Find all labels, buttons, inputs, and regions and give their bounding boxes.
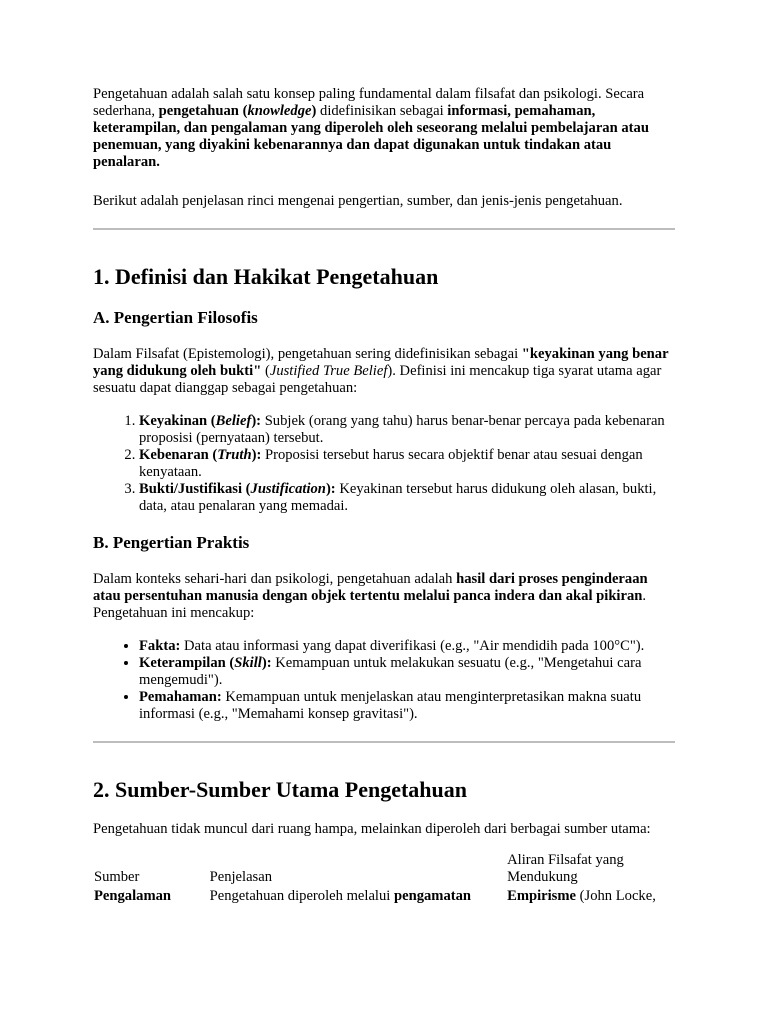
table-cell — [505, 888, 676, 905]
document-page — [93, 86, 675, 905]
bullet-item-text: Kemampuan untuk menjelaskan atau menginterpretasikan makna suatu informasi (e.g., "Memahami konsep gravitasi"). — [139, 689, 642, 722]
list-item — [139, 481, 675, 515]
bullet-item-text: Data atau informasi yang dapat diverifikasi (e.g., "Air mendidih pada 100°C"). — [180, 638, 645, 654]
table-header-cell: Sumber — [94, 869, 140, 885]
intro-bold-term — [159, 103, 317, 119]
bullet-item-label: Fakta: — [139, 638, 181, 654]
list-item-label — [139, 413, 261, 429]
bullet-item-label — [139, 655, 272, 671]
subB-text-2: . Pengetahuan ini mencakup: — [93, 588, 647, 621]
cell-text: Pengetahuan diperoleh melalui — [209, 888, 394, 904]
subB-text: Dalam konteks sehari-hari dan psikologi, pengetahuan adalah — [93, 571, 457, 587]
label-italic: Justification — [250, 481, 326, 497]
cell-bold: Empirisme — [507, 888, 577, 904]
syarat-list — [93, 413, 675, 515]
section1-heading: 1. Definisi dan Hakikat Pengetahuan — [93, 264, 439, 289]
horizontal-divider — [93, 228, 675, 230]
section2-intro: Pengetahuan tidak muncul dari ruang hampa, melainkan diperoleh dari berbagai sumber utama: — [93, 821, 651, 837]
label-italic: Truth — [217, 447, 252, 463]
intro-paragraph — [93, 86, 675, 171]
bullet-item — [139, 655, 675, 689]
horizontal-divider — [93, 741, 675, 743]
list-item — [139, 447, 675, 481]
table-header-cell: Penjelasan — [209, 869, 273, 885]
subsection-a-paragraph — [93, 346, 675, 397]
subA-bold-quote: "keyakinan yang benar yang didukung oleh bukti" — [93, 346, 669, 379]
intro-italic-knowledge: knowledge — [247, 103, 312, 119]
list-item-label — [139, 447, 261, 463]
list-item — [139, 413, 675, 447]
label-part: ): — [325, 481, 336, 497]
section2-heading: 2. Sumber-Sumber Utama Pengetahuan — [93, 777, 468, 802]
cell-bold: Pengalaman — [94, 888, 172, 904]
subsection-b-heading: B. Pengertian Praktis — [93, 533, 250, 552]
table-cell — [92, 888, 208, 905]
subA-text: Dalam Filsafat (Epistemologi), pengetahuan sering didefinisikan sebagai — [93, 346, 522, 362]
subsection-a-heading: A. Pengertian Filosofis — [93, 308, 258, 327]
table-header-row — [92, 852, 676, 888]
intro-text: Pengetahuan adalah salah satu konsep paling fundamental dalam filsafat dan psikologi. Secara sederhana, — [93, 86, 645, 119]
label-part: ): — [251, 413, 262, 429]
bullet-item-text: Kemampuan untuk melakukan sesuatu (e.g., "Mengetahui cara mengemudi"). — [139, 655, 642, 688]
bullet-item — [139, 638, 675, 655]
table-row — [92, 888, 676, 905]
list-item-text: Subjek (orang yang tahu) harus benar-benar percaya pada kebenaran proposisi (pernyataan) tersebut. — [139, 413, 665, 446]
intro-paragraph-2: Berikut adalah penjelasan rinci mengenai pengertian, sumber, dan jenis-jenis pengetahuan. — [93, 193, 623, 209]
list-item-text: Proposisi tersebut harus secara objektif benar atau sesuai dengan kenyataan. — [139, 447, 643, 480]
subA-italic-term: Justified True Belief — [269, 363, 388, 379]
mencakup-list — [93, 638, 675, 723]
label-italic: Belief — [215, 413, 252, 429]
cell-bold: pengamatan — [393, 888, 472, 904]
label-part: ): — [261, 655, 272, 671]
subB-bold-definition: hasil dari proses penginderaan atau persentuhan manusia dengan objek tertentu melalui panca indera dan akal pikiran — [93, 571, 648, 604]
intro-bold-term-b: ) — [311, 103, 317, 119]
intro-text-2: didefinisikan sebagai — [316, 103, 448, 119]
label-part: Keyakinan ( — [139, 413, 216, 429]
label-part: ): — [251, 447, 262, 463]
cell-text: (John Locke, — [576, 888, 656, 904]
table-header-cell: Aliran Filsafat yang Mendukung — [507, 852, 624, 885]
sources-table — [92, 852, 676, 905]
bullet-item — [139, 689, 675, 723]
label-part: Bukti/Justifikasi ( — [139, 481, 251, 497]
label-part: Keterampilan ( — [139, 655, 235, 671]
list-item-text: Keyakinan tersebut harus didukung oleh alasan, bukti, data, atau penalaran yang memadai. — [139, 481, 657, 514]
subsection-b-paragraph — [93, 571, 675, 622]
subA-paren-open: ( — [261, 363, 270, 379]
intro-bold-term-a: pengetahuan ( — [158, 103, 248, 119]
intro-bold-definition: informasi, pemahaman, keterampilan, dan pengalaman yang diperoleh oleh seseorang melalui pembelajaran atau penemuan, yang diyakini kebenarannya dan dapat digunakan untuk tindakan atau penalaran. — [93, 103, 649, 170]
label-italic: Skill — [234, 655, 262, 671]
bullet-item-label: Pemahaman: — [139, 689, 222, 705]
subA-text-2: ). Definisi ini mencakup tiga syarat utama agar sesuatu dapat dianggap sebagai pengetahuan: — [93, 363, 662, 396]
table-cell — [208, 888, 506, 905]
list-item-label — [139, 481, 336, 497]
label-part: Kebenaran ( — [139, 447, 218, 463]
